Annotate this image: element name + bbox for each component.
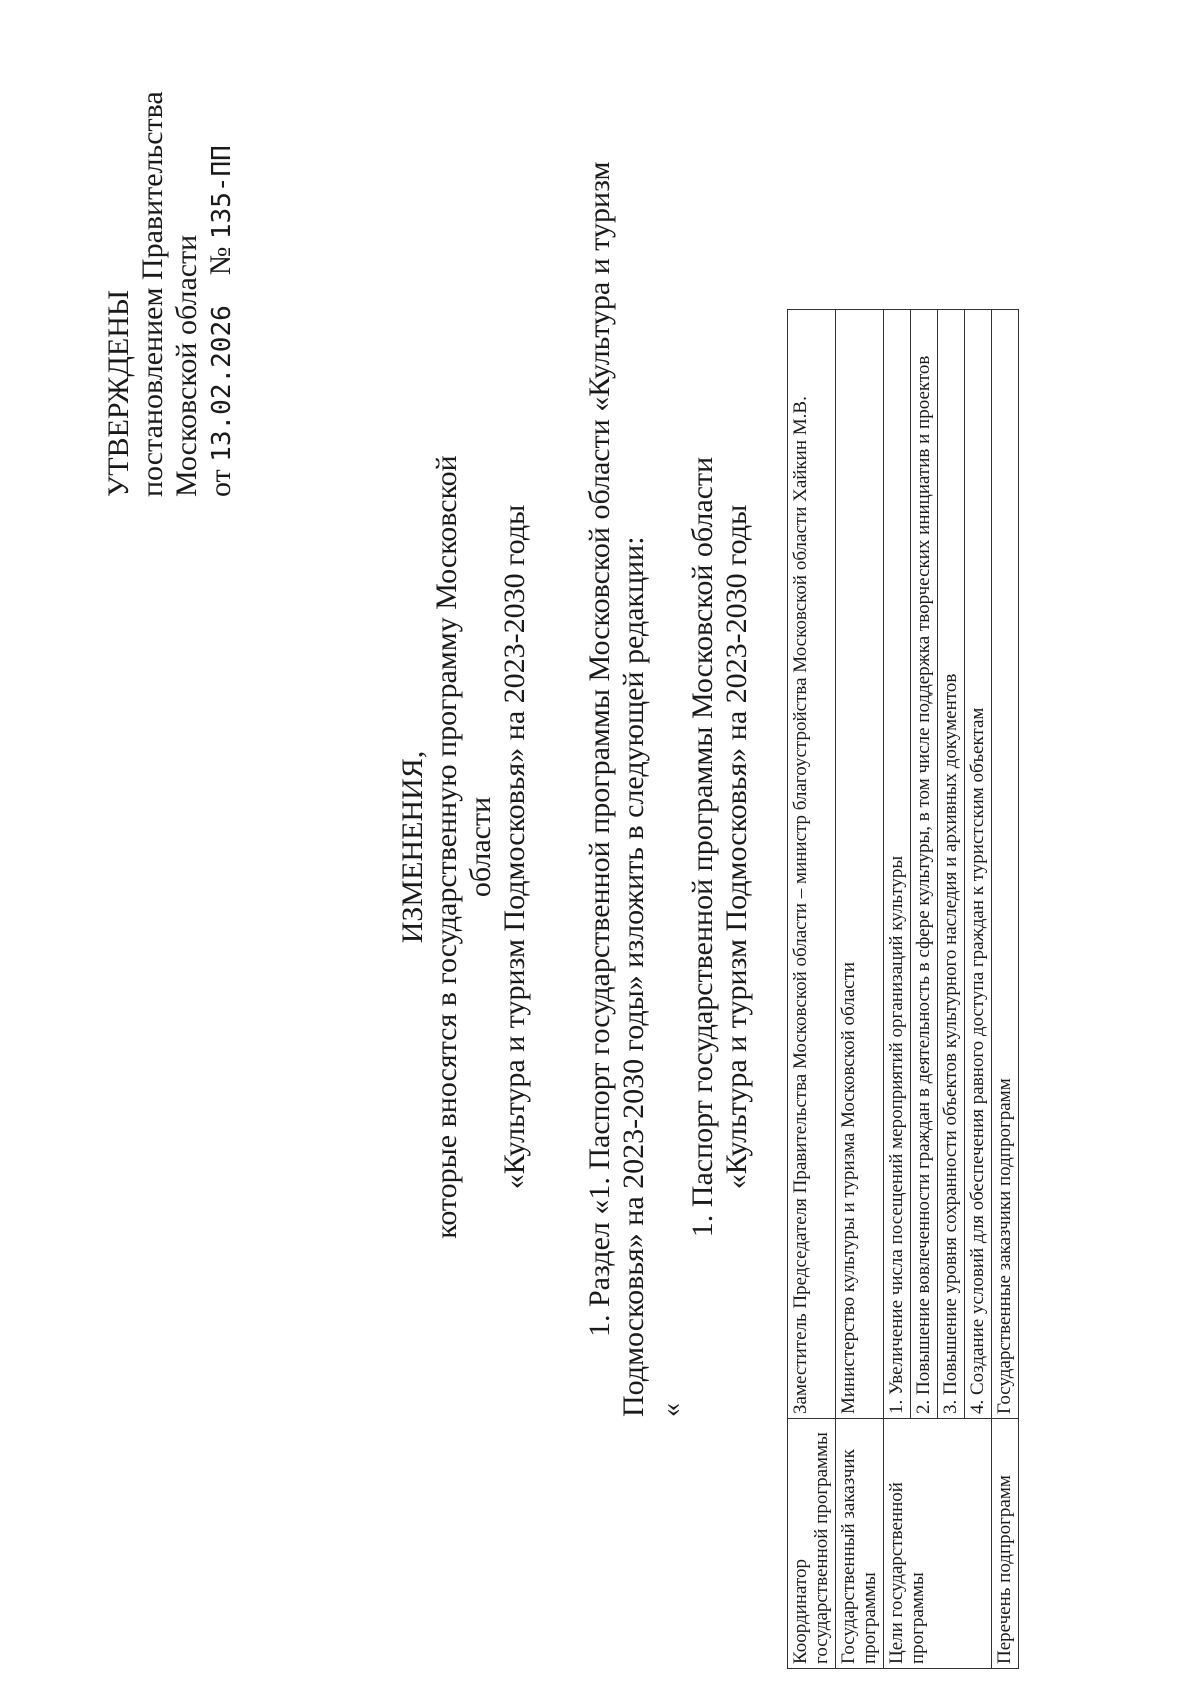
document-title: [396, 417, 532, 1277]
approval-line-2: постановлением Правительства: [136, 91, 169, 497]
approval-line-1: УТВЕРЖДЕНЫ: [102, 289, 135, 497]
section-paragraph: 1. Раздел «1. Паспорт государственной программы Московской области «Культура и туризм Подмосковья» на 2023-2030 годы» изложить в следующей редакции:: [583, 161, 650, 1417]
passport-title-line-2: «Культура и туризм Подмосковья» на 2023-2030 годы: [720, 504, 753, 1190]
row-value-subprograms: Государственные заказчики подпрограмм: [992, 310, 1019, 1419]
row-label-coordinator: Координатор государственной программы: [788, 1419, 836, 1669]
document-title-line-3: «Культура и туризм Подмосковья» на 2023-2030 годы: [498, 504, 531, 1190]
approval-date-prefix: от: [204, 469, 237, 497]
row-label-goals: Цели государственной программы: [884, 1419, 992, 1669]
passport-title: [686, 417, 754, 1277]
goal-item-1: 1. Увеличение числа посещений мероприятий организаций культуры: [884, 310, 911, 1419]
approval-stamp: [102, 91, 239, 497]
approval-line-3: Московской области: [170, 234, 203, 497]
table-row: [884, 310, 911, 1669]
approval-number: 135-ПП: [207, 145, 237, 240]
document-title-line-2: которые вносятся в государственную программу Московской области: [430, 455, 497, 1239]
row-value-customer: Министерство культуры и туризма Московской области: [836, 310, 884, 1419]
passport-table: [787, 309, 1019, 1669]
approval-date: 13.02.2026: [207, 305, 237, 462]
passport-title-line-1: 1. Паспорт государственной программы Московской области: [686, 456, 719, 1238]
opening-quote-mark: «: [656, 1403, 687, 1417]
approval-number-sign: №: [204, 246, 237, 276]
document-heading: ИЗМЕНЕНИЯ,: [396, 750, 429, 944]
goal-item-4: 4. Создание условий для обеспечения равного доступа граждан к туристским объектам: [965, 310, 992, 1419]
table-row: [836, 310, 884, 1669]
row-label-subprograms: Перечень подпрограмм: [992, 1419, 1019, 1669]
table-row: [788, 310, 836, 1669]
goal-item-3: 3. Повышение уровня сохранности объектов культурного наследия и архивных документов: [938, 310, 965, 1419]
table-row: [992, 310, 1019, 1669]
approval-date-line: [204, 91, 239, 497]
goal-item-2: 2. Повышение вовлеченности граждан в деятельность в сфере культуры, в том числе поддержка творческих инициатив и проектов: [911, 310, 938, 1419]
row-label-customer: Государственный заказчик программы: [836, 1419, 884, 1669]
row-value-coordinator: Заместитель Председателя Правительства Московской области – министр благоустройства Московской области Хайкин М.В.: [788, 310, 836, 1419]
